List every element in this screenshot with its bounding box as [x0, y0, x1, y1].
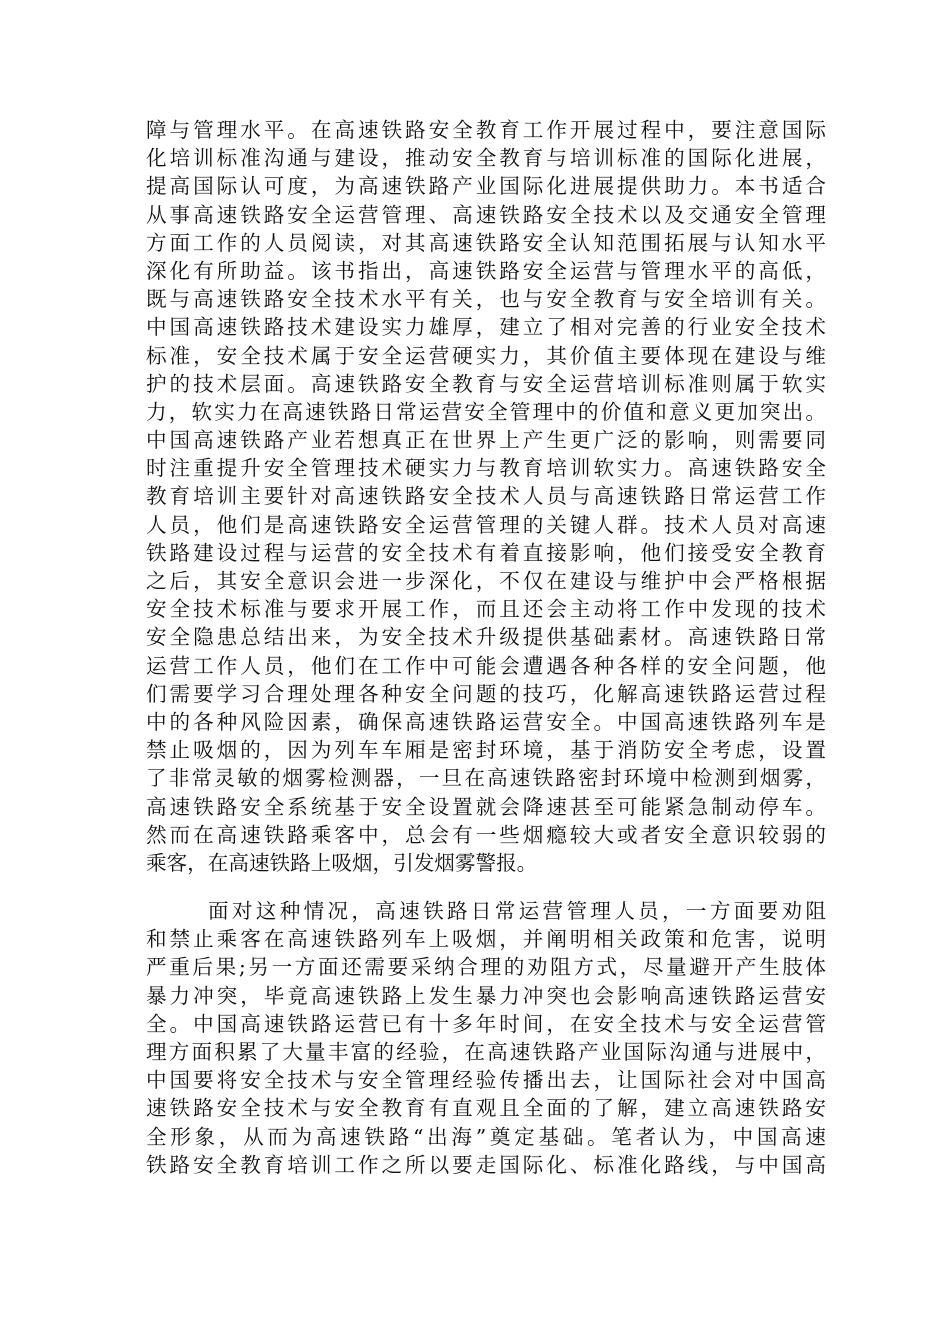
text-line: 教育培训主要针对高速铁路安全技术人员与高速铁路日常运营工作: [146, 484, 826, 509]
text-line: 速铁路安全技术与安全教育有直观且全面的了解，建立高速铁路安: [146, 1096, 826, 1121]
text-line: 们需要学习合理处理各种安全问题的技巧，化解高速铁路运营过程: [146, 681, 826, 706]
text-line: 之后，其安全意识会进一步深化，不仅在建设与维护中会严格根据: [146, 569, 826, 593]
text-line: 和禁止乘客在高速铁路列车上吸烟，并阐明相关政策和危害，说明: [146, 927, 826, 952]
text-line: 中国高速铁路技术建设实力雄厚，建立了相对完善的行业安全技术: [146, 315, 826, 340]
text-line: 中的各种风险因素，确保高速铁路运营安全。中国高速铁路列车是: [146, 709, 826, 734]
body-text: [146, 116, 826, 1179]
text-line: 中国高速铁路产业若想真正在世界上产生更广泛的影响，则需要同: [146, 428, 826, 453]
text-line: 暴力冲突，毕竟高速铁路上发生暴力冲突也会影响高速铁路运营安: [146, 983, 826, 1008]
text-line: 乘客，在高速铁路上吸烟，引发烟雾警报。: [146, 850, 538, 875]
paragraph-2: [146, 897, 826, 1179]
paragraph-1: [146, 116, 826, 877]
text-line: 深化有所助益。该书指出，高速铁路安全运营与管理水平的高低，: [146, 258, 826, 283]
text-line: 高速铁路安全系统基于安全设置就会降速甚至可能紧急制动停车。: [146, 794, 826, 819]
text-line: 铁路建设过程与运营的安全技术有着直接影响，他们接受安全教育: [146, 540, 826, 565]
text-line: 铁路安全教育培训工作之所以要走国际化、标准化路线，与中国高: [146, 1152, 826, 1177]
paragraph-spacer: [146, 877, 826, 897]
text-line: 力，软实力在高速铁路日常运营安全管理中的价值和意义更加突出。: [146, 399, 826, 424]
text-line: 障与管理水平。在高速铁路安全教育工作开展过程中，要注意国际: [146, 118, 826, 142]
text-line: 方面工作的人员阅读，对其高速铁路安全认知范围拓展与认知水平: [146, 230, 826, 255]
text-line: 中国要将安全技术与安全管理经验传播出去，让国际社会对中国高: [146, 1068, 826, 1093]
text-line: 然而在高速铁路乘客中，总会有一些烟瘾较大或者安全意识较弱的: [146, 822, 826, 847]
text-line: 全形象，从而为高速铁路“出海”奠定基础。笔者认为，中国高速: [146, 1124, 826, 1149]
text-line: 护的技术层面。高速铁路安全教育与安全运营培训标准则属于软实: [146, 371, 826, 396]
text-line: 安全技术标准与要求开展工作，而且还会主动将工作中发现的技术: [146, 597, 826, 622]
text-line: 既与高速铁路安全技术水平有关，也与安全教育与安全培训有关。: [146, 287, 826, 312]
text-line: 全。中国高速铁路运营已有十多年时间，在安全技术与安全运营管: [146, 1011, 826, 1036]
text-line: 化培训标准沟通与建设，推动安全教育与培训标准的国际化进展，: [146, 146, 826, 171]
text-line: 面对这种情况，高速铁路日常运营管理人员，一方面要劝阻: [208, 899, 826, 924]
text-line: 安全隐患总结出来，为安全技术升级提供基础素材。高速铁路日常: [146, 625, 826, 650]
text-line: 禁止吸烟的，因为列车车厢是密封环境，基于消防安全考虑，设置: [146, 738, 826, 763]
text-line: 从事高速铁路安全运营管理、高速铁路安全技术以及交通安全管理: [146, 202, 826, 227]
text-line: 严重后果;另一方面还需要采纳合理的劝阻方式，尽量避开产生肢体: [146, 955, 826, 980]
text-line: 时注重提升安全管理技术硬实力与教育培训软实力。高速铁路安全: [146, 456, 826, 481]
text-line: 了非常灵敏的烟雾检测器，一旦在高速铁路密封环境中检测到烟雾，: [146, 766, 826, 791]
text-line: 运营工作人员，他们在工作中可能会遭遇各种各样的安全问题，他: [146, 653, 826, 678]
text-line: 标准，安全技术属于安全运营硬实力，其价值主要体现在建设与维: [146, 343, 826, 368]
text-line: 人员，他们是高速铁路安全运营管理的关键人群。技术人员对高速: [146, 512, 826, 537]
text-line: 提高国际认可度，为高速铁路产业国际化进展提供助力。本书适合: [146, 174, 826, 199]
text-line: 理方面积累了大量丰富的经验，在高速铁路产业国际沟通与进展中，: [146, 1040, 826, 1064]
